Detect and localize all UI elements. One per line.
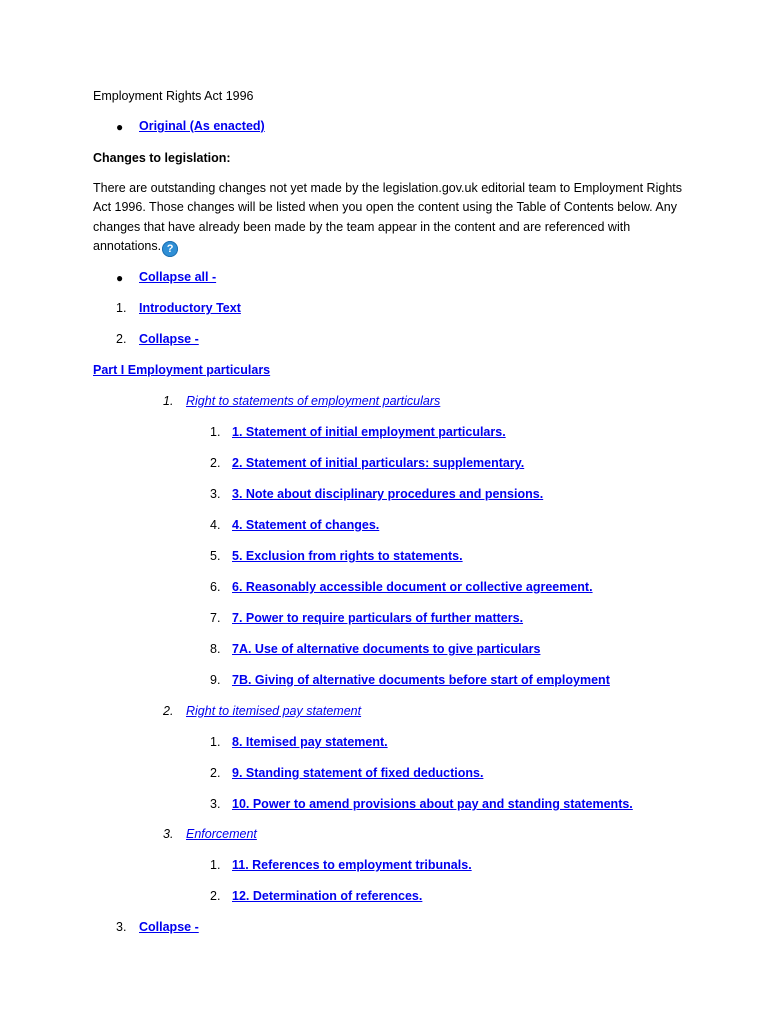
document-title: Employment Rights Act 1996 (93, 89, 254, 103)
subsection-enforcement-link[interactable]: Enforcement (186, 827, 257, 841)
subsection-statements-link[interactable]: Right to statements of employment particulars (186, 394, 441, 408)
changes-paragraph (93, 179, 683, 257)
section-number: 5. (210, 549, 221, 563)
section-number: 2. (210, 456, 221, 470)
toc-collapse-link[interactable]: Collapse - (139, 920, 199, 934)
section-link[interactable]: 11. References to employment tribunals. (232, 858, 472, 872)
subsection-number: 1. (163, 394, 174, 408)
section-link[interactable]: 7. Power to require particulars of further matters. (232, 611, 524, 625)
section-number: 4. (210, 518, 221, 532)
section-link[interactable]: 7A. Use of alternative documents to give particulars (232, 642, 541, 656)
section-link[interactable]: 2. Statement of initial particulars: supplementary. (232, 456, 525, 470)
section-link[interactable]: 9. Standing statement of fixed deductions. (232, 766, 484, 780)
subsection-number: 3. (163, 827, 174, 841)
section-number: 1. (210, 735, 221, 749)
toc-collapse-link[interactable]: Collapse - (139, 332, 199, 346)
section-number: 1. (210, 425, 221, 439)
section-link[interactable]: 12. Determination of references. (232, 889, 423, 903)
section-number: 2. (210, 889, 221, 903)
section-number: 8. (210, 642, 221, 656)
section-link[interactable]: 5. Exclusion from rights to statements. (232, 549, 463, 563)
section-link[interactable]: 1. Statement of initial employment particulars. (232, 425, 506, 439)
toc-number: 2. (116, 332, 127, 346)
section-number: 1. (210, 858, 221, 872)
section-link[interactable]: 7B. Giving of alternative documents before start of employment (232, 673, 610, 687)
section-number: 3. (210, 487, 221, 501)
subsection-itemised-pay-link[interactable]: Right to itemised pay statement (186, 704, 362, 718)
bullet-icon: ● (116, 271, 124, 285)
section-link[interactable]: 8. Itemised pay statement. (232, 735, 388, 749)
toc-number: 3. (116, 920, 127, 934)
toc-number: 1. (116, 301, 127, 315)
subsection-number: 2. (163, 704, 174, 718)
section-link[interactable]: 3. Note about disciplinary procedures and pensions. (232, 487, 544, 501)
section-link[interactable]: 4. Statement of changes. (232, 518, 380, 532)
changes-text: There are outstanding changes not yet made by the legislation.gov.uk editorial team to Employment Rights Act 1996. Those changes will be listed when you open the content using the Table of Contents below. Any changes that have already been made by the team appear in the content and are referenced with annotations. (93, 181, 682, 253)
changes-heading: Changes to legislation: (93, 151, 231, 165)
toc-introductory-text-link[interactable]: Introductory Text (139, 301, 241, 315)
section-number: 3. (210, 797, 221, 811)
section-number: 9. (210, 673, 221, 687)
collapse-all-link[interactable]: Collapse all - (139, 270, 217, 284)
section-link[interactable]: 6. Reasonably accessible document or collective agreement. (232, 580, 593, 594)
section-number: 7. (210, 611, 221, 625)
section-link[interactable]: 10. Power to amend provisions about pay and standing statements. (232, 797, 633, 811)
section-number: 6. (210, 580, 221, 594)
bullet-icon: ● (116, 120, 124, 134)
part-1-link[interactable]: Part I Employment particulars (93, 363, 271, 377)
help-icon[interactable]: ? (162, 241, 178, 257)
original-as-enacted-link[interactable]: Original (As enacted) (139, 119, 265, 133)
section-number: 2. (210, 766, 221, 780)
